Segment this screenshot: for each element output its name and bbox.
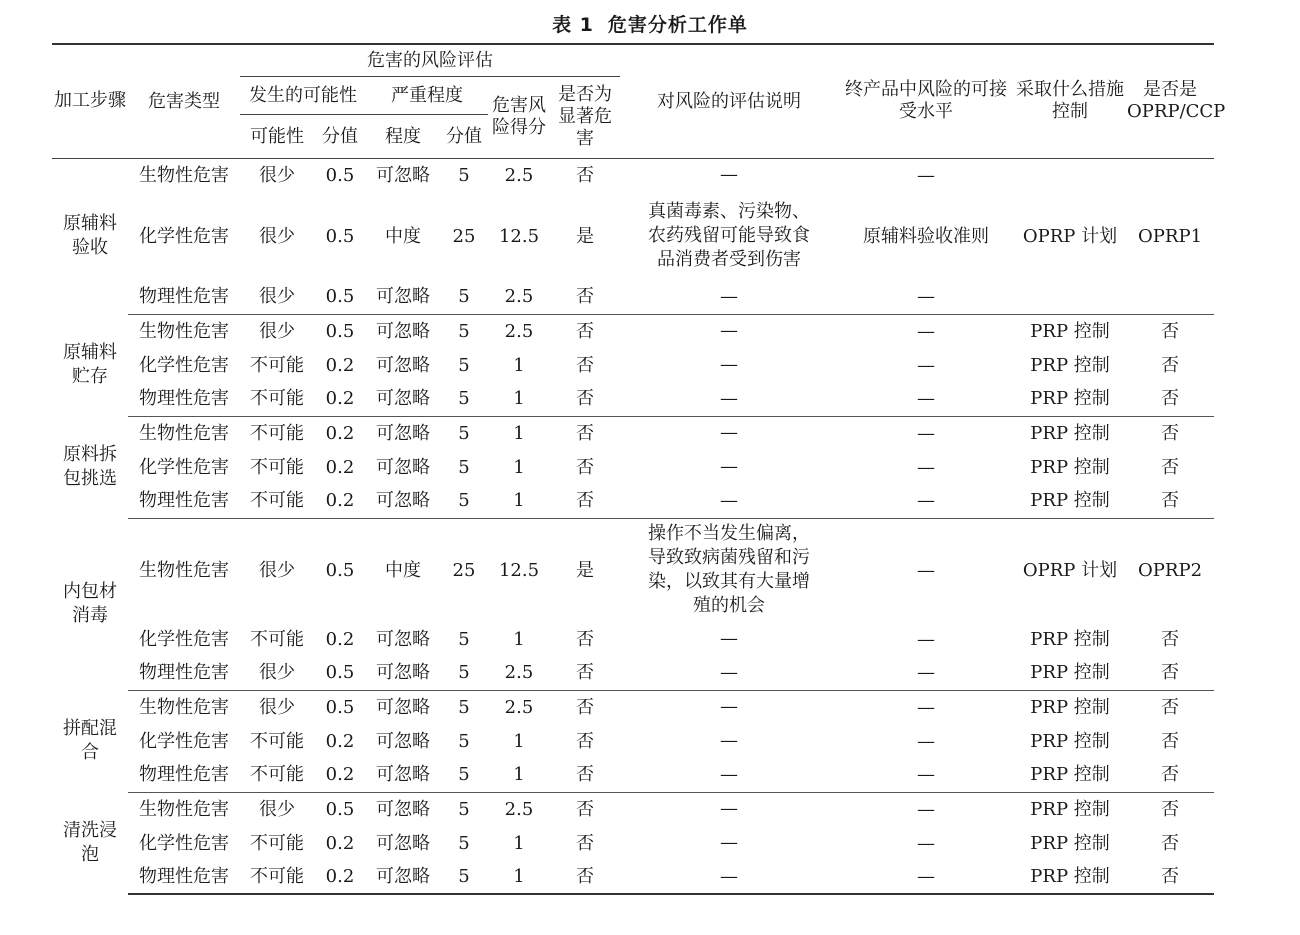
hazard-type-cell: 化学性危害 xyxy=(139,628,229,650)
table-row xyxy=(52,860,1214,894)
table-row xyxy=(52,792,1214,826)
risk-score-cell: 1 xyxy=(488,860,550,894)
hazard-type-cell: 物理性危害 xyxy=(128,656,240,690)
severity-level-cell: 可忽略 xyxy=(376,730,430,752)
severity-score-cell: 5 xyxy=(458,456,470,478)
process-step-cell: 内包材消毒 xyxy=(63,581,117,626)
severity-level-cell: 可忽略 xyxy=(376,696,430,718)
likelihood-score-cell: 0.2 xyxy=(325,354,355,376)
oprp-ccp-cell: 否 xyxy=(1161,628,1180,650)
explanation-cell: — xyxy=(720,422,739,444)
likelihood-level-cell: 很少 xyxy=(259,798,295,820)
risk-score-cell: 1 xyxy=(488,382,550,416)
step-group xyxy=(52,314,1214,416)
table-row xyxy=(52,690,1214,724)
significant-cell: 是 xyxy=(576,559,595,581)
significant-cell: 否 xyxy=(576,164,595,186)
severity-level-cell: 可忽略 xyxy=(366,656,440,690)
likelihood-score-cell: 0.5 xyxy=(325,559,355,581)
significant-cell: 否 xyxy=(550,758,620,792)
severity-level-cell: 可忽略 xyxy=(376,422,430,444)
likelihood-level-cell: 很少 xyxy=(259,696,295,718)
significant-cell: 否 xyxy=(550,382,620,416)
severity-score-cell: 5 xyxy=(458,320,470,342)
significant-cell: 是 xyxy=(576,225,595,247)
explanation-cell: — xyxy=(720,832,739,853)
severity-score-cell: 25 xyxy=(452,559,476,581)
explanation-cell: — xyxy=(720,628,739,649)
hazard-type-cell: 化学性危害 xyxy=(139,832,229,854)
severity-level-cell: 可忽略 xyxy=(366,382,440,416)
oprp-ccp-cell: 否 xyxy=(1161,354,1180,376)
significant-cell: 否 xyxy=(576,422,595,444)
control-measure-cell xyxy=(1014,280,1126,314)
acceptable-level-cell: — xyxy=(917,628,936,650)
explanation-cell: — xyxy=(720,354,739,375)
acceptable-level-cell: — xyxy=(838,860,1014,894)
header-explanation: 对风险的评估说明 xyxy=(620,44,838,158)
table-header xyxy=(52,44,1226,158)
explanation-cell: — xyxy=(720,798,739,820)
explanation-cell: — xyxy=(720,320,739,342)
risk-score-cell: 2.5 xyxy=(504,164,534,186)
oprp-ccp-cell xyxy=(1126,158,1214,192)
control-measure-cell: PRP 控制 xyxy=(1014,484,1126,518)
explanation-cell: 操作不当发生偏离，导致致病菌残留和污染，以致其有大量增殖的机会 xyxy=(648,523,811,617)
control-measure-cell: PRP 控制 xyxy=(1014,758,1126,792)
likelihood-score-cell: 0.2 xyxy=(325,456,355,478)
risk-score-cell: 2.5 xyxy=(488,656,550,690)
risk-score-cell: 1 xyxy=(513,832,525,854)
table-row xyxy=(52,192,1214,280)
explanation-cell: — xyxy=(720,730,739,751)
risk-score-cell: 1 xyxy=(488,758,550,792)
risk-score-cell: 2.5 xyxy=(504,320,534,342)
acceptable-level-cell: — xyxy=(917,456,936,478)
severity-score-cell: 5 xyxy=(440,656,488,690)
risk-score-cell: 1 xyxy=(513,628,525,650)
likelihood-level-cell: 很少 xyxy=(240,280,314,314)
likelihood-score-cell: 0.2 xyxy=(314,484,366,518)
explanation-cell: — xyxy=(620,656,838,690)
hazard-type-cell: 化学性危害 xyxy=(139,730,229,752)
oprp-ccp-cell: 否 xyxy=(1161,696,1180,718)
severity-score-cell: 25 xyxy=(452,225,476,247)
risk-score-cell: 1 xyxy=(513,456,525,478)
acceptable-level-cell: — xyxy=(838,656,1014,690)
header-acceptable: 终产品中风险的可接受水平 xyxy=(838,44,1014,158)
likelihood-level-cell: 不可能 xyxy=(240,860,314,894)
likelihood-level-cell: 不可能 xyxy=(240,382,314,416)
table-row xyxy=(52,280,1214,314)
acceptable-level-cell: — xyxy=(917,354,936,376)
oprp-ccp-cell: OPRP2 xyxy=(1138,559,1203,581)
acceptable-level-cell: — xyxy=(838,758,1014,792)
step-group xyxy=(52,518,1214,690)
likelihood-score-cell: 0.5 xyxy=(314,280,366,314)
likelihood-level-cell: 很少 xyxy=(259,559,295,581)
severity-level-cell: 可忽略 xyxy=(366,280,440,314)
severity-score-cell: 5 xyxy=(458,628,470,650)
header-risk-score: 危害风险得分 xyxy=(488,76,550,158)
severity-level-cell: 可忽略 xyxy=(376,320,430,342)
control-measure-cell: PRP 控制 xyxy=(1030,320,1110,342)
hazard-type-cell: 生物性危害 xyxy=(139,320,229,342)
severity-score-cell: 5 xyxy=(440,758,488,792)
table-row xyxy=(52,758,1214,792)
oprp-ccp-cell: OPRP1 xyxy=(1138,225,1203,247)
likelihood-level-cell: 不可能 xyxy=(250,730,304,752)
header-likelihood: 发生的可能性 xyxy=(240,76,366,114)
hazard-type-cell: 物理性危害 xyxy=(128,280,240,314)
severity-score-cell: 5 xyxy=(458,354,470,376)
oprp-ccp-cell: 否 xyxy=(1126,758,1214,792)
header-severity-score: 分值 xyxy=(440,114,488,158)
severity-level-cell: 可忽略 xyxy=(366,758,440,792)
risk-score-cell: 12.5 xyxy=(498,225,540,247)
control-measure-cell: PRP 控制 xyxy=(1014,382,1126,416)
risk-score-cell: 1 xyxy=(488,484,550,518)
severity-score-cell: 5 xyxy=(440,860,488,894)
explanation-cell: 真菌毒素、污染物、农药残留可能导致食品消费者受到伤害 xyxy=(648,201,811,270)
significant-cell: 否 xyxy=(550,484,620,518)
explanation-cell: — xyxy=(620,484,838,518)
oprp-ccp-cell: 否 xyxy=(1161,832,1180,854)
process-step-cell: 原辅料验收 xyxy=(63,213,117,259)
risk-score-cell: 1 xyxy=(513,354,525,376)
risk-score-cell: 2.5 xyxy=(488,280,550,314)
likelihood-level-cell: 很少 xyxy=(240,656,314,690)
hazard-type-cell: 化学性危害 xyxy=(139,354,229,376)
hazard-type-cell: 生物性危害 xyxy=(139,559,229,581)
likelihood-level-cell: 不可能 xyxy=(250,832,304,854)
hazard-type-cell: 生物性危害 xyxy=(139,422,229,444)
header-hazard-type: 危害类型 xyxy=(128,44,240,158)
acceptable-level-cell: — xyxy=(838,484,1014,518)
likelihood-level-cell: 不可能 xyxy=(240,484,314,518)
step-group xyxy=(52,690,1214,792)
likelihood-score-cell: 0.2 xyxy=(314,382,366,416)
acceptable-level-cell: 原辅料验收准则 xyxy=(863,225,990,247)
acceptable-level-cell: — xyxy=(917,696,936,718)
severity-score-cell: 5 xyxy=(440,484,488,518)
hazard-analysis-table xyxy=(52,43,1226,895)
severity-level-cell: 可忽略 xyxy=(376,798,430,820)
significant-cell: 否 xyxy=(576,730,595,752)
explanation-cell: — xyxy=(720,164,739,186)
table-row xyxy=(52,158,1214,192)
explanation-cell: — xyxy=(620,280,838,314)
control-measure-cell: PRP 控制 xyxy=(1030,832,1110,854)
likelihood-level-cell: 很少 xyxy=(259,320,295,342)
step-group xyxy=(52,158,1214,314)
control-measure-cell: PRP 控制 xyxy=(1030,354,1110,376)
process-step-cell: 原辅料贮存 xyxy=(63,342,117,387)
hazard-type-cell: 生物性危害 xyxy=(139,696,229,718)
control-measure-cell: PRP 控制 xyxy=(1030,730,1110,752)
likelihood-level-cell: 不可能 xyxy=(250,422,304,444)
likelihood-level-cell: 很少 xyxy=(259,225,295,247)
acceptable-level-cell: — xyxy=(917,422,936,444)
header-step: 加工步骤 xyxy=(52,44,128,158)
hazard-type-cell: 生物性危害 xyxy=(139,164,229,186)
caption-title: 危害分析工作单 xyxy=(607,14,748,36)
hazard-type-cell: 化学性危害 xyxy=(139,456,229,478)
explanation-cell: — xyxy=(720,696,739,718)
oprp-ccp-cell: 否 xyxy=(1161,456,1180,478)
acceptable-level-cell: — xyxy=(838,382,1014,416)
control-measure-cell: PRP 控制 xyxy=(1030,798,1110,820)
likelihood-score-cell: 0.5 xyxy=(325,320,355,342)
explanation-cell: — xyxy=(620,860,838,894)
significant-cell: 否 xyxy=(576,696,595,718)
table-row xyxy=(52,724,1214,758)
explanation-cell: — xyxy=(620,758,838,792)
table-row xyxy=(52,382,1214,416)
header-risk-eval: 危害的风险评估 xyxy=(240,44,620,76)
severity-score-cell: 5 xyxy=(458,696,470,718)
step-group xyxy=(52,416,1214,518)
table-row xyxy=(52,826,1214,860)
header-severity-level: 程度 xyxy=(366,114,440,158)
risk-score-cell: 1 xyxy=(513,422,525,444)
significant-cell: 否 xyxy=(576,320,595,342)
table-row xyxy=(52,518,1214,622)
likelihood-level-cell: 不可能 xyxy=(250,628,304,650)
explanation-cell: — xyxy=(720,456,739,477)
likelihood-level-cell: 不可能 xyxy=(250,354,304,376)
control-measure-cell: PRP 控制 xyxy=(1014,656,1126,690)
oprp-ccp-cell: 否 xyxy=(1161,320,1180,342)
severity-level-cell: 可忽略 xyxy=(366,484,440,518)
severity-level-cell: 可忽略 xyxy=(376,354,430,376)
severity-score-cell: 5 xyxy=(440,382,488,416)
header-measure: 采取什么措施控制 xyxy=(1014,44,1126,158)
acceptable-level-cell: — xyxy=(917,730,936,752)
acceptable-level-cell: — xyxy=(917,320,936,342)
severity-score-cell: 5 xyxy=(458,422,470,444)
likelihood-score-cell: 0.5 xyxy=(325,164,355,186)
severity-level-cell: 可忽略 xyxy=(376,164,430,186)
oprp-ccp-cell: 否 xyxy=(1126,656,1214,690)
oprp-ccp-cell: 否 xyxy=(1126,382,1214,416)
likelihood-score-cell: 0.2 xyxy=(325,422,355,444)
risk-score-cell: 2.5 xyxy=(504,798,534,820)
likelihood-level-cell: 很少 xyxy=(259,164,295,186)
severity-score-cell: 5 xyxy=(440,280,488,314)
acceptable-level-cell: — xyxy=(917,832,936,854)
header-likelihood-score: 分值 xyxy=(314,114,366,158)
likelihood-score-cell: 0.5 xyxy=(325,696,355,718)
table-row xyxy=(52,314,1214,348)
control-measure-cell: PRP 控制 xyxy=(1030,696,1110,718)
likelihood-score-cell: 0.2 xyxy=(325,628,355,650)
step-group xyxy=(52,792,1214,894)
risk-score-cell: 1 xyxy=(513,730,525,752)
significant-cell: 否 xyxy=(576,456,595,478)
significant-cell: 否 xyxy=(576,354,595,376)
hazard-type-cell: 生物性危害 xyxy=(139,798,229,820)
significant-cell: 否 xyxy=(576,628,595,650)
header-severity: 严重程度 xyxy=(366,76,488,114)
control-measure-cell xyxy=(1014,158,1126,192)
severity-score-cell: 5 xyxy=(458,164,470,186)
oprp-ccp-cell: 否 xyxy=(1161,730,1180,752)
severity-score-cell: 5 xyxy=(458,730,470,752)
risk-score-cell: 12.5 xyxy=(498,559,540,581)
likelihood-score-cell: 0.2 xyxy=(314,758,366,792)
severity-level-cell: 可忽略 xyxy=(366,860,440,894)
significant-cell: 否 xyxy=(550,656,620,690)
severity-score-cell: 5 xyxy=(458,832,470,854)
header-oprp-ccp: 是否是OPRP/CCP xyxy=(1126,44,1214,158)
likelihood-score-cell: 0.2 xyxy=(325,730,355,752)
hazard-type-cell: 物理性危害 xyxy=(128,484,240,518)
likelihood-level-cell: 不可能 xyxy=(250,456,304,478)
oprp-ccp-cell xyxy=(1126,280,1214,314)
control-measure-cell: PRP 控制 xyxy=(1014,860,1126,894)
severity-level-cell: 可忽略 xyxy=(376,456,430,478)
control-measure-cell: OPRP 计划 xyxy=(1022,559,1118,581)
table-caption xyxy=(0,10,1300,37)
significant-cell: 否 xyxy=(550,860,620,894)
caption-label: 表 1 xyxy=(552,14,594,36)
process-step-cell: 原料拆包挑选 xyxy=(63,444,117,489)
severity-level-cell: 可忽略 xyxy=(376,628,430,650)
table-row xyxy=(52,622,1214,656)
process-step-cell: 拼配混合 xyxy=(63,718,117,763)
table-row xyxy=(52,348,1214,382)
control-measure-cell: PRP 控制 xyxy=(1030,628,1110,650)
likelihood-level-cell: 不可能 xyxy=(240,758,314,792)
risk-score-cell: 2.5 xyxy=(504,696,534,718)
header-likelihood-level: 可能性 xyxy=(240,114,314,158)
severity-score-cell: 5 xyxy=(458,798,470,820)
explanation-cell: — xyxy=(620,382,838,416)
acceptable-level-cell: — xyxy=(917,559,936,581)
likelihood-score-cell: 0.5 xyxy=(325,225,355,247)
header-significant: 是否为显著危害 xyxy=(550,76,620,158)
table-row xyxy=(52,656,1214,690)
control-measure-cell: OPRP 计划 xyxy=(1022,225,1118,247)
hazard-type-cell: 物理性危害 xyxy=(128,860,240,894)
oprp-ccp-cell: 否 xyxy=(1126,860,1214,894)
acceptable-level-cell: — xyxy=(838,280,1014,314)
hazard-type-cell: 化学性危害 xyxy=(139,225,229,247)
process-step-cell: 清洗浸泡 xyxy=(63,820,117,865)
significant-cell: 否 xyxy=(550,280,620,314)
acceptable-level-cell: — xyxy=(917,798,936,820)
acceptable-level-cell: — xyxy=(917,164,936,186)
hazard-type-cell: 物理性危害 xyxy=(128,758,240,792)
oprp-ccp-cell: 否 xyxy=(1161,798,1180,820)
table-row xyxy=(52,450,1214,484)
severity-level-cell: 可忽略 xyxy=(376,832,430,854)
likelihood-score-cell: 0.5 xyxy=(314,656,366,690)
likelihood-score-cell: 0.2 xyxy=(314,860,366,894)
significant-cell: 否 xyxy=(576,832,595,854)
severity-level-cell: 中度 xyxy=(385,559,421,581)
oprp-ccp-cell: 否 xyxy=(1161,422,1180,444)
severity-level-cell: 中度 xyxy=(385,225,421,247)
table-row xyxy=(52,484,1214,518)
likelihood-score-cell: 0.2 xyxy=(325,832,355,854)
oprp-ccp-cell: 否 xyxy=(1126,484,1214,518)
hazard-type-cell: 物理性危害 xyxy=(128,382,240,416)
significant-cell: 否 xyxy=(576,798,595,820)
likelihood-score-cell: 0.5 xyxy=(325,798,355,820)
control-measure-cell: PRP 控制 xyxy=(1030,422,1110,444)
control-measure-cell: PRP 控制 xyxy=(1030,456,1110,478)
table-row xyxy=(52,416,1214,450)
